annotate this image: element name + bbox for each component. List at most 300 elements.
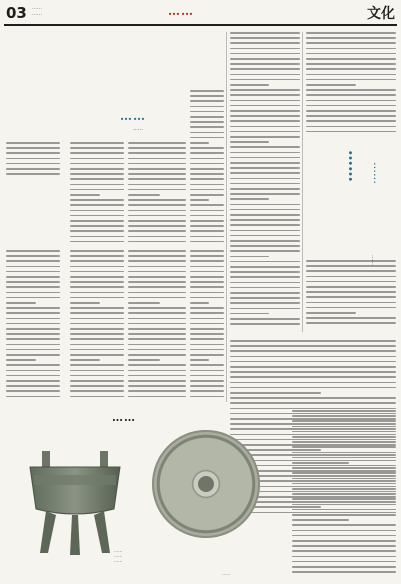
text-line	[230, 323, 300, 325]
text-line	[230, 63, 300, 65]
text-line	[70, 271, 124, 273]
text-line	[292, 509, 396, 511]
text-line	[190, 106, 224, 108]
text-line	[190, 260, 224, 262]
text-line	[230, 287, 300, 289]
text-line	[230, 230, 300, 232]
text-line	[190, 286, 224, 288]
text-line	[6, 292, 60, 294]
text-line	[70, 328, 124, 330]
text-column	[306, 32, 396, 140]
text-line	[230, 408, 396, 410]
text-line	[70, 292, 124, 294]
text-line	[70, 297, 124, 299]
text-line	[6, 147, 60, 149]
text-line	[230, 193, 300, 195]
text-line	[190, 204, 224, 206]
text-line	[70, 354, 124, 356]
text-line	[230, 167, 300, 169]
text-line	[70, 307, 124, 309]
text-line	[6, 142, 60, 144]
text-line	[70, 323, 124, 325]
text-line	[6, 396, 60, 398]
text-line	[128, 230, 186, 232]
text-line	[230, 371, 396, 373]
text-line	[230, 382, 396, 384]
text-line	[230, 392, 321, 394]
text-line	[306, 312, 356, 314]
text-line	[190, 312, 224, 314]
text-line	[128, 333, 186, 335]
text-line	[70, 276, 124, 278]
text-line	[128, 297, 186, 299]
text-line	[190, 344, 224, 346]
text-line	[306, 291, 396, 293]
text-line	[190, 338, 224, 340]
text-line	[190, 116, 224, 118]
text-line	[70, 390, 124, 392]
text-line	[306, 265, 396, 267]
text-line	[128, 142, 186, 144]
text-line	[70, 163, 124, 165]
text-line	[292, 420, 396, 422]
text-column	[292, 410, 396, 580]
text-line	[292, 415, 396, 417]
text-line	[230, 350, 396, 352]
text-line	[190, 385, 224, 387]
text-line	[190, 147, 224, 149]
text-line	[230, 219, 300, 221]
text-line	[292, 519, 349, 521]
text-line	[230, 271, 300, 273]
text-line	[128, 302, 160, 304]
text-line	[70, 333, 124, 335]
text-line	[70, 250, 124, 252]
text-line	[230, 94, 300, 96]
text-line	[128, 271, 186, 273]
text-line	[128, 281, 186, 283]
text-line	[190, 333, 224, 335]
text-line	[70, 225, 124, 227]
text-line	[190, 236, 224, 238]
text-line	[70, 266, 124, 268]
text-line	[128, 318, 186, 320]
text-line	[292, 441, 396, 443]
text-line	[190, 90, 224, 92]
text-line	[70, 241, 124, 243]
text-column	[70, 250, 124, 402]
text-line	[128, 236, 186, 238]
header-rule	[4, 24, 397, 26]
text-line	[6, 302, 36, 304]
text-line	[190, 364, 224, 366]
text-line	[128, 189, 186, 191]
text-line	[230, 366, 396, 368]
text-line	[230, 240, 300, 242]
text-line	[70, 312, 124, 314]
text-line	[128, 184, 186, 186]
text-line	[306, 276, 396, 278]
text-line	[230, 136, 300, 138]
text-line	[190, 199, 209, 201]
text-line	[190, 132, 224, 134]
text-line	[190, 142, 209, 144]
text-line	[70, 302, 100, 304]
text-line	[6, 364, 60, 366]
text-line	[292, 514, 396, 516]
text-line	[70, 338, 124, 340]
text-line	[6, 370, 60, 372]
text-column	[306, 260, 396, 330]
text-line	[292, 457, 396, 459]
text-line	[128, 210, 186, 212]
text-line	[230, 110, 300, 112]
article-title: ……	[120, 109, 146, 123]
text-line	[190, 241, 224, 243]
masthead: ……	[168, 4, 194, 18]
text-line	[128, 255, 186, 257]
text-line	[190, 184, 224, 186]
text-line	[190, 307, 224, 309]
text-line	[70, 147, 124, 149]
text-line	[128, 380, 186, 382]
text-line	[128, 390, 186, 392]
text-line	[128, 364, 186, 366]
text-line	[190, 318, 224, 320]
text-line	[230, 162, 300, 164]
text-line	[190, 281, 224, 283]
text-line	[190, 266, 224, 268]
text-line	[190, 354, 224, 356]
text-line	[230, 32, 300, 34]
text-line	[306, 260, 396, 262]
text-line	[292, 478, 396, 480]
text-line	[128, 323, 186, 325]
text-line	[128, 286, 186, 288]
text-line	[190, 163, 224, 165]
text-line	[128, 292, 186, 294]
text-column	[6, 142, 60, 182]
text-line	[6, 338, 60, 340]
text-line	[128, 199, 186, 201]
text-line	[230, 53, 300, 55]
mirror-knob	[198, 476, 214, 492]
text-line	[190, 95, 224, 97]
text-line	[292, 561, 396, 563]
text-line	[190, 375, 224, 377]
text-line	[306, 37, 396, 39]
text-line	[230, 105, 300, 107]
text-line	[70, 173, 124, 175]
text-line	[230, 266, 300, 268]
page-header	[0, 0, 401, 30]
text-line	[306, 322, 396, 324]
section-label: 文化	[367, 6, 395, 22]
text-line	[70, 142, 124, 144]
text-line	[128, 241, 186, 243]
text-column	[128, 142, 186, 250]
text-line	[230, 282, 300, 284]
text-line	[230, 188, 300, 190]
text-line	[230, 37, 300, 39]
text-line	[292, 436, 396, 438]
text-line	[190, 137, 224, 139]
text-line	[230, 157, 300, 159]
text-line	[128, 158, 186, 160]
text-line	[292, 566, 396, 568]
header-meta	[32, 5, 42, 17]
text-line	[128, 215, 186, 217]
text-line	[190, 178, 224, 180]
text-line	[6, 380, 60, 382]
text-line	[230, 120, 300, 122]
text-line	[306, 68, 396, 70]
text-line	[70, 255, 124, 257]
text-line	[6, 312, 60, 314]
text-line	[306, 42, 396, 44]
caption-line: ……	[114, 548, 123, 553]
text-line	[230, 100, 300, 102]
text-line	[128, 178, 186, 180]
text-column	[190, 250, 224, 402]
text-line	[70, 385, 124, 387]
text-line	[6, 271, 60, 273]
text-line	[190, 210, 224, 212]
text-line	[292, 493, 396, 495]
text-line	[128, 225, 186, 227]
text-line	[292, 452, 396, 454]
feature-article-byline: ……	[370, 255, 376, 265]
text-line	[128, 147, 186, 149]
text-line	[128, 194, 160, 196]
text-line	[128, 260, 186, 262]
text-line	[292, 504, 396, 506]
text-line	[230, 183, 300, 185]
text-line	[6, 173, 60, 175]
text-line	[292, 472, 396, 474]
text-line	[190, 390, 224, 392]
text-line	[6, 281, 60, 283]
text-line	[230, 115, 300, 117]
header-meta-line: ……	[32, 5, 42, 11]
text-line	[70, 281, 124, 283]
text-line	[128, 152, 186, 154]
text-line	[230, 146, 300, 148]
text-line	[306, 48, 396, 50]
text-column	[128, 250, 186, 402]
text-line	[190, 121, 224, 123]
text-line	[230, 79, 300, 81]
text-line	[6, 250, 60, 252]
text-line	[190, 328, 224, 330]
text-line	[6, 390, 60, 392]
text-line	[230, 297, 300, 299]
text-line	[190, 100, 224, 102]
text-line	[128, 385, 186, 387]
column-divider	[226, 32, 227, 402]
text-line	[306, 100, 396, 102]
text-line	[306, 317, 396, 319]
text-line	[292, 467, 396, 469]
text-line	[230, 172, 300, 174]
text-line	[190, 126, 224, 128]
text-line	[230, 318, 300, 320]
text-line	[292, 488, 396, 490]
text-line	[230, 235, 300, 237]
text-line	[306, 63, 396, 65]
text-line	[70, 215, 124, 217]
text-line	[306, 53, 396, 55]
text-line	[128, 328, 186, 330]
text-line	[128, 163, 186, 165]
page-number: 03	[6, 4, 27, 22]
text-line	[230, 126, 300, 128]
text-line	[190, 173, 224, 175]
text-line	[128, 344, 186, 346]
text-line	[230, 204, 300, 206]
text-line	[190, 380, 224, 382]
text-line	[70, 204, 124, 206]
text-line	[6, 385, 60, 387]
text-line	[230, 224, 300, 226]
text-line	[306, 105, 396, 107]
text-line	[230, 302, 300, 304]
text-line	[190, 302, 209, 304]
text-line	[190, 323, 224, 325]
text-line	[230, 397, 396, 399]
text-line	[230, 292, 300, 294]
text-line	[70, 230, 124, 232]
text-line	[128, 250, 186, 252]
text-line	[230, 152, 300, 154]
text-line	[292, 410, 396, 412]
text-line	[6, 297, 60, 299]
text-line	[306, 79, 396, 81]
text-line	[70, 396, 124, 398]
caption-line: ……	[114, 553, 123, 558]
text-line	[230, 276, 300, 278]
text-line	[306, 286, 396, 288]
text-line	[6, 266, 60, 268]
text-line	[306, 32, 396, 34]
text-line	[6, 354, 60, 356]
text-line	[190, 152, 224, 154]
text-line	[6, 323, 60, 325]
text-line	[306, 126, 396, 128]
text-column	[6, 250, 60, 402]
text-line	[128, 220, 186, 222]
text-line	[70, 158, 124, 160]
text-line	[230, 84, 269, 86]
text-line	[292, 431, 396, 433]
text-line	[230, 256, 269, 258]
text-line	[190, 250, 224, 252]
text-line	[70, 194, 100, 196]
text-line	[190, 255, 224, 257]
text-line	[190, 111, 224, 113]
text-line	[128, 173, 186, 175]
text-line	[292, 530, 396, 532]
text-line	[306, 110, 396, 112]
text-line	[70, 236, 124, 238]
text-line	[230, 178, 300, 180]
text-line	[70, 364, 124, 366]
text-line	[6, 375, 60, 377]
text-line	[128, 204, 186, 206]
text-line	[128, 312, 186, 314]
text-line	[70, 189, 124, 191]
text-line	[6, 349, 60, 351]
text-line	[230, 198, 269, 200]
text-line	[190, 271, 224, 273]
text-line	[70, 168, 124, 170]
text-line	[306, 120, 396, 122]
text-line	[190, 396, 224, 398]
text-line	[306, 296, 396, 298]
text-line	[230, 48, 300, 50]
text-line	[70, 152, 124, 154]
bronze-vessel-icon	[20, 445, 130, 557]
text-line	[292, 524, 396, 526]
text-line	[128, 276, 186, 278]
text-line	[6, 255, 60, 257]
text-line	[230, 340, 396, 342]
text-line	[230, 261, 300, 263]
text-line	[70, 359, 100, 361]
text-line	[6, 286, 60, 288]
text-line	[292, 540, 396, 542]
text-column	[190, 90, 224, 250]
text-line	[230, 74, 300, 76]
text-line	[128, 338, 186, 340]
text-line	[292, 571, 396, 573]
text-line	[230, 356, 396, 358]
text-line	[6, 333, 60, 335]
text-line	[292, 535, 396, 537]
text-line	[128, 266, 186, 268]
text-line	[190, 220, 224, 222]
text-line	[230, 308, 300, 310]
text-line	[190, 168, 224, 170]
text-line	[70, 220, 124, 222]
text-line	[70, 375, 124, 377]
text-column	[230, 32, 300, 330]
text-line	[306, 281, 396, 283]
text-line	[70, 318, 124, 320]
text-line	[70, 286, 124, 288]
column-divider	[302, 32, 303, 332]
caption-line: ……	[114, 558, 123, 563]
text-line	[128, 396, 186, 398]
header-meta-line: ……	[32, 11, 42, 17]
text-line	[190, 359, 209, 361]
text-line	[230, 402, 396, 404]
text-line	[6, 318, 60, 320]
text-line	[190, 225, 224, 227]
text-line	[292, 483, 396, 485]
text-line	[306, 270, 396, 272]
text-line	[128, 307, 186, 309]
text-line	[190, 292, 224, 294]
text-line	[70, 199, 124, 201]
text-line	[230, 250, 300, 252]
feature-article-subtitle: ……	[371, 162, 384, 184]
article-byline: ……	[133, 126, 143, 132]
text-line	[6, 163, 60, 165]
text-line	[128, 375, 186, 377]
text-line	[292, 545, 396, 547]
text-line	[128, 359, 160, 361]
